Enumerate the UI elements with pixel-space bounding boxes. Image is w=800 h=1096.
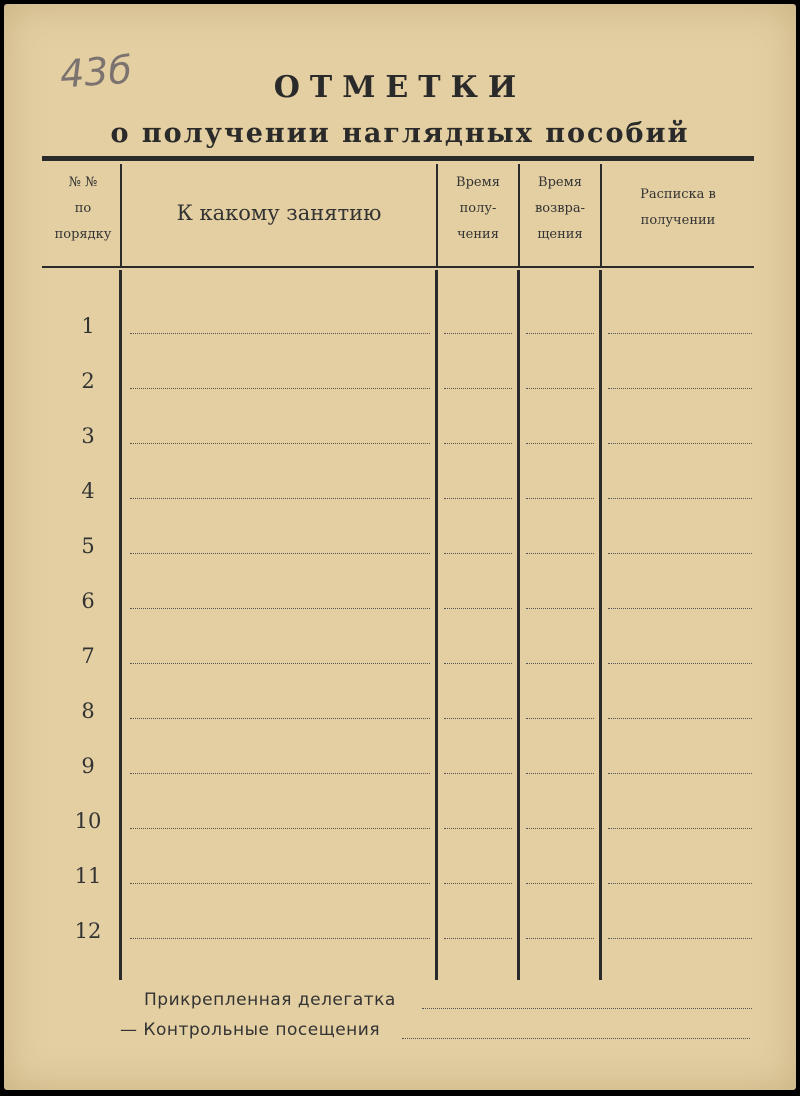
row-number: 12 [74,919,102,943]
row-number: 3 [81,424,95,448]
column-header-number-line: № № [68,175,98,190]
time-returned-field[interactable] [526,553,594,554]
row-number: 7 [81,644,95,668]
lesson-field[interactable] [130,883,430,884]
receipt-field[interactable] [608,388,752,389]
receipt-field[interactable] [608,663,752,664]
delegate-field[interactable] [422,1008,752,1009]
row-number: 5 [81,534,95,558]
time-returned-field[interactable] [526,498,594,499]
column-header-time-returned-line: щения [537,227,583,242]
row-number: 6 [81,589,95,613]
row-number: 2 [81,369,95,393]
time-returned-field[interactable] [526,333,594,334]
header-separator [436,164,438,266]
column-header-number [44,170,122,248]
row-number: 10 [74,809,102,833]
time-returned-field[interactable] [526,828,594,829]
page-subtitle: о получении наглядных пособий [110,118,690,149]
time-received-field[interactable] [444,443,512,444]
receipt-field[interactable] [608,443,752,444]
form-card [4,4,796,1090]
row-number: 4 [81,479,95,503]
time-received-field[interactable] [444,718,512,719]
time-received-field[interactable] [444,938,512,939]
lesson-field[interactable] [130,938,430,939]
column-header-time-received-line: чения [457,227,499,242]
lesson-field[interactable] [130,663,430,664]
time-received-field[interactable] [444,388,512,389]
time-received-field[interactable] [444,828,512,829]
header-separator [518,164,520,266]
header-bottom-rule [42,266,754,268]
row-number: 11 [74,864,102,888]
column-header-receipt [602,182,754,234]
header-separator [600,164,602,266]
body-column-line [517,270,520,980]
time-received-field[interactable] [444,608,512,609]
lesson-field[interactable] [130,828,430,829]
column-header-lesson: К какому занятию [176,201,382,225]
receipt-field[interactable] [608,773,752,774]
lesson-field[interactable] [130,443,430,444]
time-received-field[interactable] [444,883,512,884]
receipt-field[interactable] [608,883,752,884]
column-header-time-received-line: Время [456,175,500,190]
body-column-line [435,270,438,980]
row-number: 1 [81,314,95,338]
receipt-field[interactable] [608,718,752,719]
column-header-time-returned [520,170,600,248]
time-returned-field[interactable] [526,718,594,719]
time-returned-field[interactable] [526,443,594,444]
time-received-field[interactable] [444,498,512,499]
time-received-field[interactable] [444,553,512,554]
receipt-field[interactable] [608,553,752,554]
receipt-field[interactable] [608,828,752,829]
row-number: 9 [81,754,95,778]
time-received-field[interactable] [444,333,512,334]
receipt-field[interactable] [608,608,752,609]
time-returned-field[interactable] [526,883,594,884]
receipt-field[interactable] [608,333,752,334]
lesson-field[interactable] [130,498,430,499]
time-returned-field[interactable] [526,663,594,664]
time-received-field[interactable] [444,663,512,664]
column-header-time-received [438,170,518,248]
receipt-field[interactable] [608,938,752,939]
row-number: 8 [81,699,95,723]
column-header-time-returned-line: Время [538,175,582,190]
body-column-line [599,270,602,980]
visits-label: — Контрольные посещения [120,1020,381,1040]
time-returned-field[interactable] [526,773,594,774]
handwritten-note: 43б [58,47,134,97]
column-header-receipt-line: получении [640,213,716,228]
visits-field[interactable] [402,1038,750,1039]
page-title: ОТМЕТКИ [273,70,527,105]
lesson-field[interactable] [130,773,430,774]
lesson-field[interactable] [130,388,430,389]
receipt-field[interactable] [608,498,752,499]
header-separator [120,164,122,266]
column-header-time-received-line: полу- [459,201,497,216]
column-header-number-line: порядку [54,227,112,242]
time-received-field[interactable] [444,773,512,774]
header-top-rule [42,156,754,161]
column-header-time-returned-line: возвра- [534,201,586,216]
column-header-number-line: по [74,201,92,216]
time-returned-field[interactable] [526,388,594,389]
lesson-field[interactable] [130,553,430,554]
lesson-field[interactable] [130,333,430,334]
lesson-field[interactable] [130,718,430,719]
column-header-receipt-line: Расписка в [640,187,716,202]
time-returned-field[interactable] [526,938,594,939]
delegate-label: Прикрепленная делегатка [144,990,396,1010]
time-returned-field[interactable] [526,608,594,609]
lesson-field[interactable] [130,608,430,609]
